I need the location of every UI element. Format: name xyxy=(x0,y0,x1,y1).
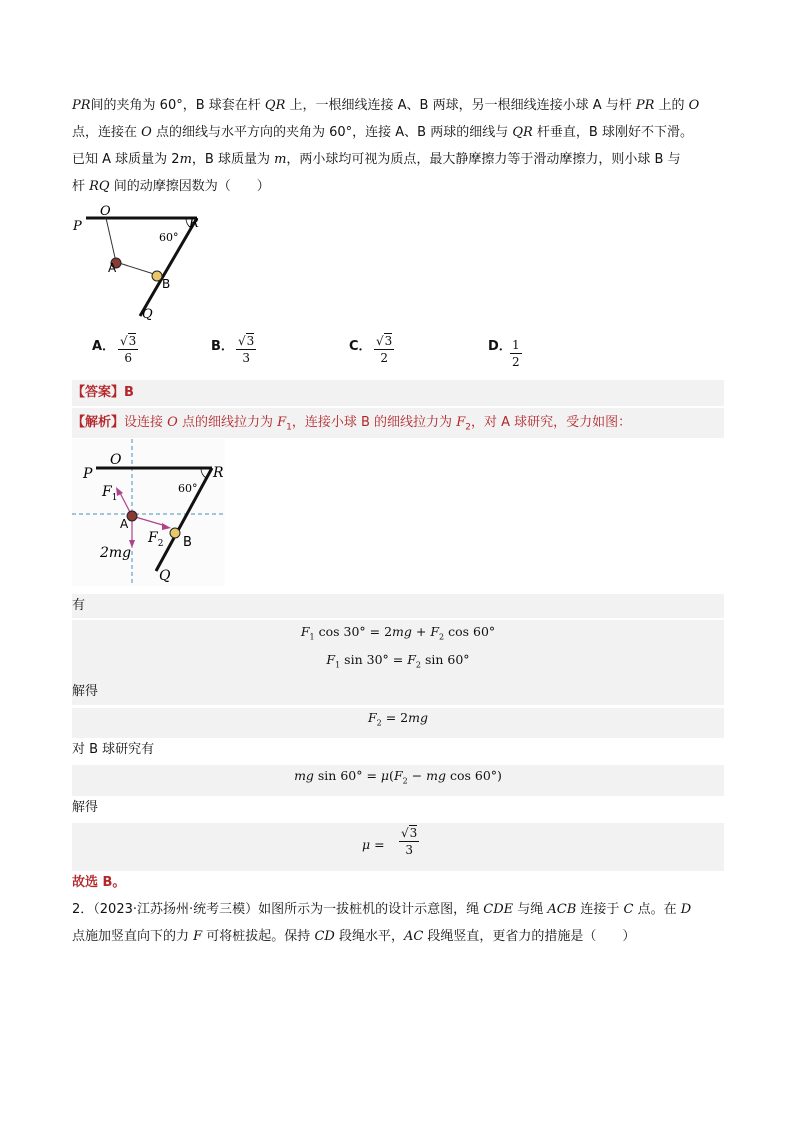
t: sin 30° = xyxy=(340,652,408,667)
den: 2 xyxy=(512,355,520,369)
text: 杆 xyxy=(72,179,90,194)
choice-D-fraction xyxy=(510,338,522,369)
label-O: O xyxy=(110,452,122,468)
choice-C-fraction: $\frac{√3}{2}$ xyxy=(376,334,393,365)
label-F1: $F_1$ xyxy=(102,484,118,503)
t: μ xyxy=(380,768,390,783)
var-F: F xyxy=(193,929,203,944)
problem1-line3 xyxy=(72,150,681,170)
problem1-line2 xyxy=(72,123,693,143)
var-QR: QR xyxy=(264,98,286,113)
equation-2 xyxy=(72,652,724,670)
t: mg xyxy=(294,768,314,783)
t: 1 xyxy=(335,660,341,670)
choice-A-fraction: $\frac{√3}{6}$ xyxy=(120,334,137,365)
t: 2 xyxy=(439,632,445,642)
t: 2 xyxy=(415,660,421,670)
choice-B-fraction: $\frac{√3}{3}$ xyxy=(238,334,255,365)
text: 设连接 xyxy=(124,415,168,430)
var-O: O xyxy=(688,98,700,113)
text: ，对 A 球研究，受力如图： xyxy=(470,415,632,430)
equation-4 xyxy=(72,768,724,786)
t: cos 60°) xyxy=(446,768,502,783)
text: 点的细线拉力为 xyxy=(177,415,278,430)
choice-C[interactable] xyxy=(349,335,372,354)
text: 上，一根细线连接 A、B 两球，另一根细线连接小球 A 与杆 xyxy=(285,98,636,113)
problem1-line1 xyxy=(72,96,699,116)
step-band xyxy=(72,594,724,618)
F2-arrowhead-icon xyxy=(162,523,171,530)
num: 1 xyxy=(512,338,520,352)
t: F xyxy=(300,624,310,639)
var-CD: CD xyxy=(314,929,335,944)
t: mg xyxy=(408,710,428,725)
equation-1 xyxy=(72,624,724,642)
label-O: O xyxy=(100,204,111,219)
t: mg xyxy=(392,624,412,639)
string-OA xyxy=(106,218,116,262)
conclusion-text: 故选 B。 xyxy=(72,875,126,890)
ball-B-icon xyxy=(170,528,180,538)
sub: 1 xyxy=(286,422,292,433)
step-dui-B: 对 B 球研究有 xyxy=(72,742,155,757)
analysis-line xyxy=(72,413,631,438)
text: 连接于 xyxy=(576,902,624,917)
text: 与绳 xyxy=(513,902,548,917)
t: mg xyxy=(426,768,446,783)
problem1-line4 xyxy=(72,177,270,197)
equation-3 xyxy=(72,710,724,728)
label-P: P xyxy=(83,466,93,482)
text: ，连接小球 B 的细线拉力为 xyxy=(291,415,457,430)
step-band xyxy=(72,681,724,705)
text: 点的细线与水平方向的夹角为 60°，连接 A、B 两球的细线与 xyxy=(151,125,513,140)
text: 间的动摩擦因数为（ ） xyxy=(109,179,270,194)
den: 3 xyxy=(405,843,413,857)
equation-5-lhs xyxy=(362,837,385,852)
t: cos 30° = 2 xyxy=(314,624,393,639)
label-F2: $F_2$ xyxy=(148,530,164,549)
label-Q: Q xyxy=(159,568,171,584)
choice-label: D． xyxy=(488,339,512,354)
t: 2 xyxy=(376,718,382,728)
equation-5-fraction: $\frac{√3}{3}$ xyxy=(401,826,418,857)
t: = xyxy=(370,837,385,852)
t: sin 60° xyxy=(420,652,470,667)
var-O: O xyxy=(167,415,178,430)
num: 3 xyxy=(409,826,418,840)
string-AB xyxy=(116,262,157,275)
step-you: 有 xyxy=(72,598,86,613)
num: 3 xyxy=(384,334,393,348)
step-jiede-2: 解得 xyxy=(72,800,99,815)
answer-line xyxy=(72,383,134,403)
var-D: D xyxy=(680,902,692,917)
label-angle: 60° xyxy=(159,231,179,244)
t: ( xyxy=(389,768,394,783)
t: 1 xyxy=(309,632,315,642)
var-PR: PR xyxy=(72,98,91,113)
text: 间的夹角为 60°，B 球套在杆 xyxy=(90,98,265,113)
sub: 2 xyxy=(465,422,471,433)
answer-value: B xyxy=(124,385,134,400)
t: F xyxy=(407,652,416,667)
text: 段绳竖直，更省力的措施是（ ） xyxy=(423,929,636,944)
var-ACB: ACB xyxy=(547,902,577,917)
num: 3 xyxy=(246,334,255,348)
choice-A[interactable] xyxy=(92,335,115,354)
t: = 2 xyxy=(381,710,409,725)
text: 段绳水平， xyxy=(334,929,404,944)
text: 点施加竖直向下的力 xyxy=(72,929,194,944)
num: 3 xyxy=(128,334,137,348)
label-B: B xyxy=(183,535,192,550)
conclusion xyxy=(72,873,125,893)
text: 2．（2023·江苏扬州·统考三模）如图所示为一拔桩机的设计示意图，绳 xyxy=(72,902,484,917)
text: 杆垂直，B 球刚好不下滑。 xyxy=(532,125,693,140)
choice-label: C． xyxy=(349,339,372,354)
t: − xyxy=(407,768,427,783)
label-Q: Q xyxy=(142,307,153,322)
den: 2 xyxy=(380,351,388,365)
t: F xyxy=(430,624,440,639)
text: 点，连接在 xyxy=(72,125,142,140)
var-RQ: RQ xyxy=(89,179,110,194)
den: 6 xyxy=(124,351,132,365)
ball-A-icon xyxy=(127,511,137,521)
answer-tag: 【答案】 xyxy=(72,385,125,400)
text: 上的 xyxy=(654,98,689,113)
var-O: O xyxy=(141,125,152,140)
t: 2 xyxy=(402,776,408,786)
t: F xyxy=(367,710,377,725)
label-angle: 60° xyxy=(178,482,198,495)
text: 已知 A 球质量为 2 xyxy=(72,152,180,167)
label-2mg: 2mg xyxy=(100,545,132,561)
den: 3 xyxy=(242,351,250,365)
choice-label: A． xyxy=(92,339,116,354)
label-R: R xyxy=(189,216,199,231)
choice-B[interactable] xyxy=(211,335,234,354)
t: F xyxy=(393,768,403,783)
step-jiede-1: 解得 xyxy=(72,684,99,699)
choice-D[interactable] xyxy=(488,335,512,354)
label-R: R xyxy=(213,465,224,481)
eq-band-5 xyxy=(72,823,724,871)
text: 点。在 xyxy=(633,902,681,917)
var-m: m xyxy=(274,152,287,167)
t: cos 60° xyxy=(444,624,496,639)
choice-label: B． xyxy=(211,339,234,354)
problem2-line2 xyxy=(72,927,635,947)
var-F2: F xyxy=(456,415,466,430)
label-A: A xyxy=(108,261,117,275)
t: F xyxy=(326,652,336,667)
figure-2-force-diagram xyxy=(72,439,225,586)
ball-B-icon xyxy=(152,271,162,281)
var-C: C xyxy=(623,902,634,917)
t: + xyxy=(411,624,431,639)
analysis-tag: 【解析】 xyxy=(72,415,125,430)
label-P: P xyxy=(73,219,82,234)
var-PR: PR xyxy=(635,98,655,113)
problem2-line1 xyxy=(72,900,691,920)
label-A: A xyxy=(120,517,129,531)
t: μ xyxy=(362,837,371,852)
text: ，B 球质量为 xyxy=(191,152,275,167)
figure-1-diagram xyxy=(70,204,210,324)
var-CDE: CDE xyxy=(483,902,514,917)
var-m: m xyxy=(179,152,192,167)
text: ，两小球均可视为质点，最大静摩擦力等于滑动摩擦力，则小球 B 与 xyxy=(286,152,681,167)
answer-band xyxy=(72,380,724,406)
var-F1: F xyxy=(277,415,287,430)
t: sin 60° = xyxy=(313,768,381,783)
var-AC: AC xyxy=(403,929,424,944)
var-QR: QR xyxy=(512,125,533,140)
text: 可将桩拔起。保持 xyxy=(202,929,315,944)
label-B: B xyxy=(162,277,171,291)
